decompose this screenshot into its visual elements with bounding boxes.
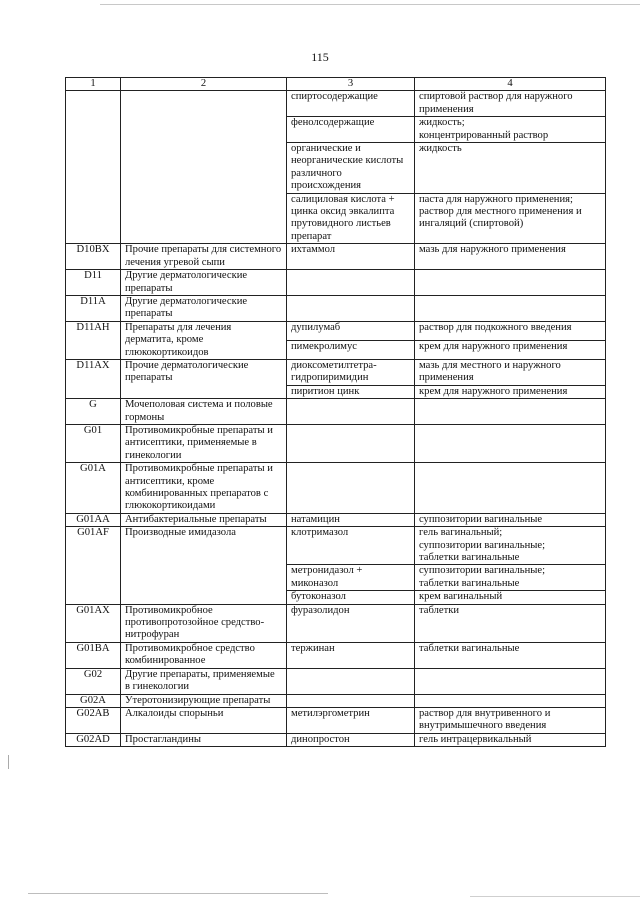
drug-name-cell bbox=[287, 424, 415, 462]
drug-name-cell: фенолсодержащие bbox=[287, 117, 415, 143]
drug-name-cell: динопростон bbox=[287, 733, 415, 746]
drug-name-cell: пимекролимус bbox=[287, 340, 415, 359]
top-scan-line bbox=[100, 4, 640, 5]
dosage-form-cell bbox=[415, 399, 606, 425]
drug-name-cell bbox=[287, 463, 415, 514]
dosage-form-cell bbox=[415, 295, 606, 321]
table-row bbox=[66, 733, 606, 746]
dosage-form-cell: спиртовой раствор для наружного применения bbox=[415, 91, 606, 117]
table-header-row bbox=[66, 78, 606, 91]
drug-classification-table bbox=[65, 77, 606, 747]
table-row bbox=[66, 424, 606, 462]
column-header-4: 4 bbox=[415, 78, 606, 91]
group-name-cell: Другие препараты, применяемые в гинекологии bbox=[121, 668, 287, 694]
atc-code-cell: G02 bbox=[66, 668, 121, 694]
group-name-cell: Другие дерматологические препараты bbox=[121, 295, 287, 321]
drug-name-cell bbox=[287, 399, 415, 425]
group-name-cell: Прочие дерматологические препараты bbox=[121, 359, 287, 398]
table-row bbox=[66, 295, 606, 321]
bottom-scan-line bbox=[28, 893, 328, 894]
drug-name-cell: бутоконазол bbox=[287, 591, 415, 604]
group-name-cell: Алкалоиды спорыньи bbox=[121, 707, 287, 733]
group-name-cell: Утеротонизирующие препараты bbox=[121, 694, 287, 707]
dosage-form-cell: крем для наружного применения bbox=[415, 340, 606, 359]
atc-code-cell: D11A bbox=[66, 295, 121, 321]
drug-name-cell: клотримазол bbox=[287, 527, 415, 565]
drug-name-cell: метилэргометрин bbox=[287, 707, 415, 733]
drug-name-cell: пиритион цинк bbox=[287, 385, 415, 398]
atc-code-cell: G02AD bbox=[66, 733, 121, 746]
drug-name-cell: фуразолидон bbox=[287, 604, 415, 642]
atc-code-cell: D10BX bbox=[66, 244, 121, 270]
drug-name-cell: тержинан bbox=[287, 642, 415, 668]
table-row bbox=[66, 359, 606, 385]
group-name-cell: Мочеполовая система и половые гормоны bbox=[121, 399, 287, 425]
group-name-cell: Противомикробное противопротозойное средство-нитрофуран bbox=[121, 604, 287, 642]
dosage-form-cell bbox=[415, 270, 606, 296]
dosage-form-cell: мазь для местного и наружного применения bbox=[415, 359, 606, 385]
drug-name-cell: салициловая кислота + цинка оксид эвкалипта прутовидного листьев препарат bbox=[287, 193, 415, 244]
table-row bbox=[66, 604, 606, 642]
page-number: 115 bbox=[311, 50, 329, 64]
atc-code-cell bbox=[66, 91, 121, 244]
drug-name-cell: дупилумаб bbox=[287, 321, 415, 340]
dosage-form-cell: раствор для подкожного введения bbox=[415, 321, 606, 340]
dosage-form-cell: жидкость bbox=[415, 143, 606, 194]
column-header-2: 2 bbox=[121, 78, 287, 91]
bottom-scan-line-right bbox=[470, 896, 640, 897]
drug-name-cell bbox=[287, 295, 415, 321]
dosage-form-cell bbox=[415, 463, 606, 514]
table-row bbox=[66, 513, 606, 526]
drug-name-cell: диоксометилтетра-гидропиримидин bbox=[287, 359, 415, 385]
dosage-form-cell: суппозитории вагинальные; таблетки вагинальные bbox=[415, 565, 606, 591]
dosage-form-cell: крем для наружного применения bbox=[415, 385, 606, 398]
column-header-1: 1 bbox=[66, 78, 121, 91]
atc-code-cell: G01 bbox=[66, 424, 121, 462]
dosage-form-cell bbox=[415, 668, 606, 694]
dosage-form-cell: гель интрацервикальный bbox=[415, 733, 606, 746]
atc-code-cell: G01AX bbox=[66, 604, 121, 642]
atc-code-cell: G02A bbox=[66, 694, 121, 707]
table-row bbox=[66, 91, 606, 117]
drug-name-cell: органические и неорганические кислоты различного происхождения bbox=[287, 143, 415, 194]
table-row bbox=[66, 707, 606, 733]
atc-code-cell: D11 bbox=[66, 270, 121, 296]
group-name-cell: Противомикробные препараты и антисептики, кроме комбинированных препаратов с глюкокортикоидами bbox=[121, 463, 287, 514]
atc-code-cell: G02AB bbox=[66, 707, 121, 733]
dosage-form-cell: мазь для наружного применения bbox=[415, 244, 606, 270]
dosage-form-cell: жидкость; концентрированный раствор bbox=[415, 117, 606, 143]
dosage-form-cell: таблетки вагинальные bbox=[415, 642, 606, 668]
group-name-cell: Простагландины bbox=[121, 733, 287, 746]
dosage-form-cell: паста для наружного применения; раствор для местного применения и ингаляций (спиртовой) bbox=[415, 193, 606, 244]
group-name-cell: Антибактериальные препараты bbox=[121, 513, 287, 526]
table-row bbox=[66, 270, 606, 296]
group-name-cell bbox=[121, 91, 287, 244]
table-row bbox=[66, 321, 606, 340]
drug-name-cell: спиртосодержащие bbox=[287, 91, 415, 117]
drug-name-cell: натамицин bbox=[287, 513, 415, 526]
group-name-cell: Производные имидазола bbox=[121, 527, 287, 604]
group-name-cell: Противомикробные препараты и антисептики, применяемые в гинекологии bbox=[121, 424, 287, 462]
dosage-form-cell: гель вагинальный; суппозитории вагинальные; таблетки вагинальные bbox=[415, 527, 606, 565]
table-row bbox=[66, 244, 606, 270]
drug-name-cell: метронидазол + миконазол bbox=[287, 565, 415, 591]
margin-mark bbox=[8, 755, 9, 769]
atc-code-cell: D11AH bbox=[66, 321, 121, 359]
column-header-3: 3 bbox=[287, 78, 415, 91]
table-row bbox=[66, 527, 606, 565]
table-body bbox=[66, 91, 606, 747]
dosage-form-cell: раствор для внутривенного и внутримышечного введения bbox=[415, 707, 606, 733]
table-row bbox=[66, 463, 606, 514]
group-name-cell: Прочие препараты для системного лечения угревой сыпи bbox=[121, 244, 287, 270]
atc-code-cell: G bbox=[66, 399, 121, 425]
group-name-cell: Препараты для лечения дерматита, кроме глюкокортикоидов bbox=[121, 321, 287, 359]
dosage-form-cell: суппозитории вагинальные bbox=[415, 513, 606, 526]
drug-name-cell: ихтаммол bbox=[287, 244, 415, 270]
group-name-cell: Другие дерматологические препараты bbox=[121, 270, 287, 296]
group-name-cell: Противомикробное средство комбинированное bbox=[121, 642, 287, 668]
drug-name-cell bbox=[287, 270, 415, 296]
atc-code-cell: G01AA bbox=[66, 513, 121, 526]
atc-code-cell: D11AX bbox=[66, 359, 121, 398]
atc-code-cell: G01A bbox=[66, 463, 121, 514]
table-row bbox=[66, 399, 606, 425]
dosage-form-cell bbox=[415, 694, 606, 707]
dosage-form-cell bbox=[415, 424, 606, 462]
drug-name-cell bbox=[287, 694, 415, 707]
drug-name-cell bbox=[287, 668, 415, 694]
atc-code-cell: G01BA bbox=[66, 642, 121, 668]
table-row bbox=[66, 642, 606, 668]
table-row bbox=[66, 668, 606, 694]
dosage-form-cell: крем вагинальный bbox=[415, 591, 606, 604]
table-row bbox=[66, 694, 606, 707]
atc-code-cell: G01AF bbox=[66, 527, 121, 604]
dosage-form-cell: таблетки bbox=[415, 604, 606, 642]
